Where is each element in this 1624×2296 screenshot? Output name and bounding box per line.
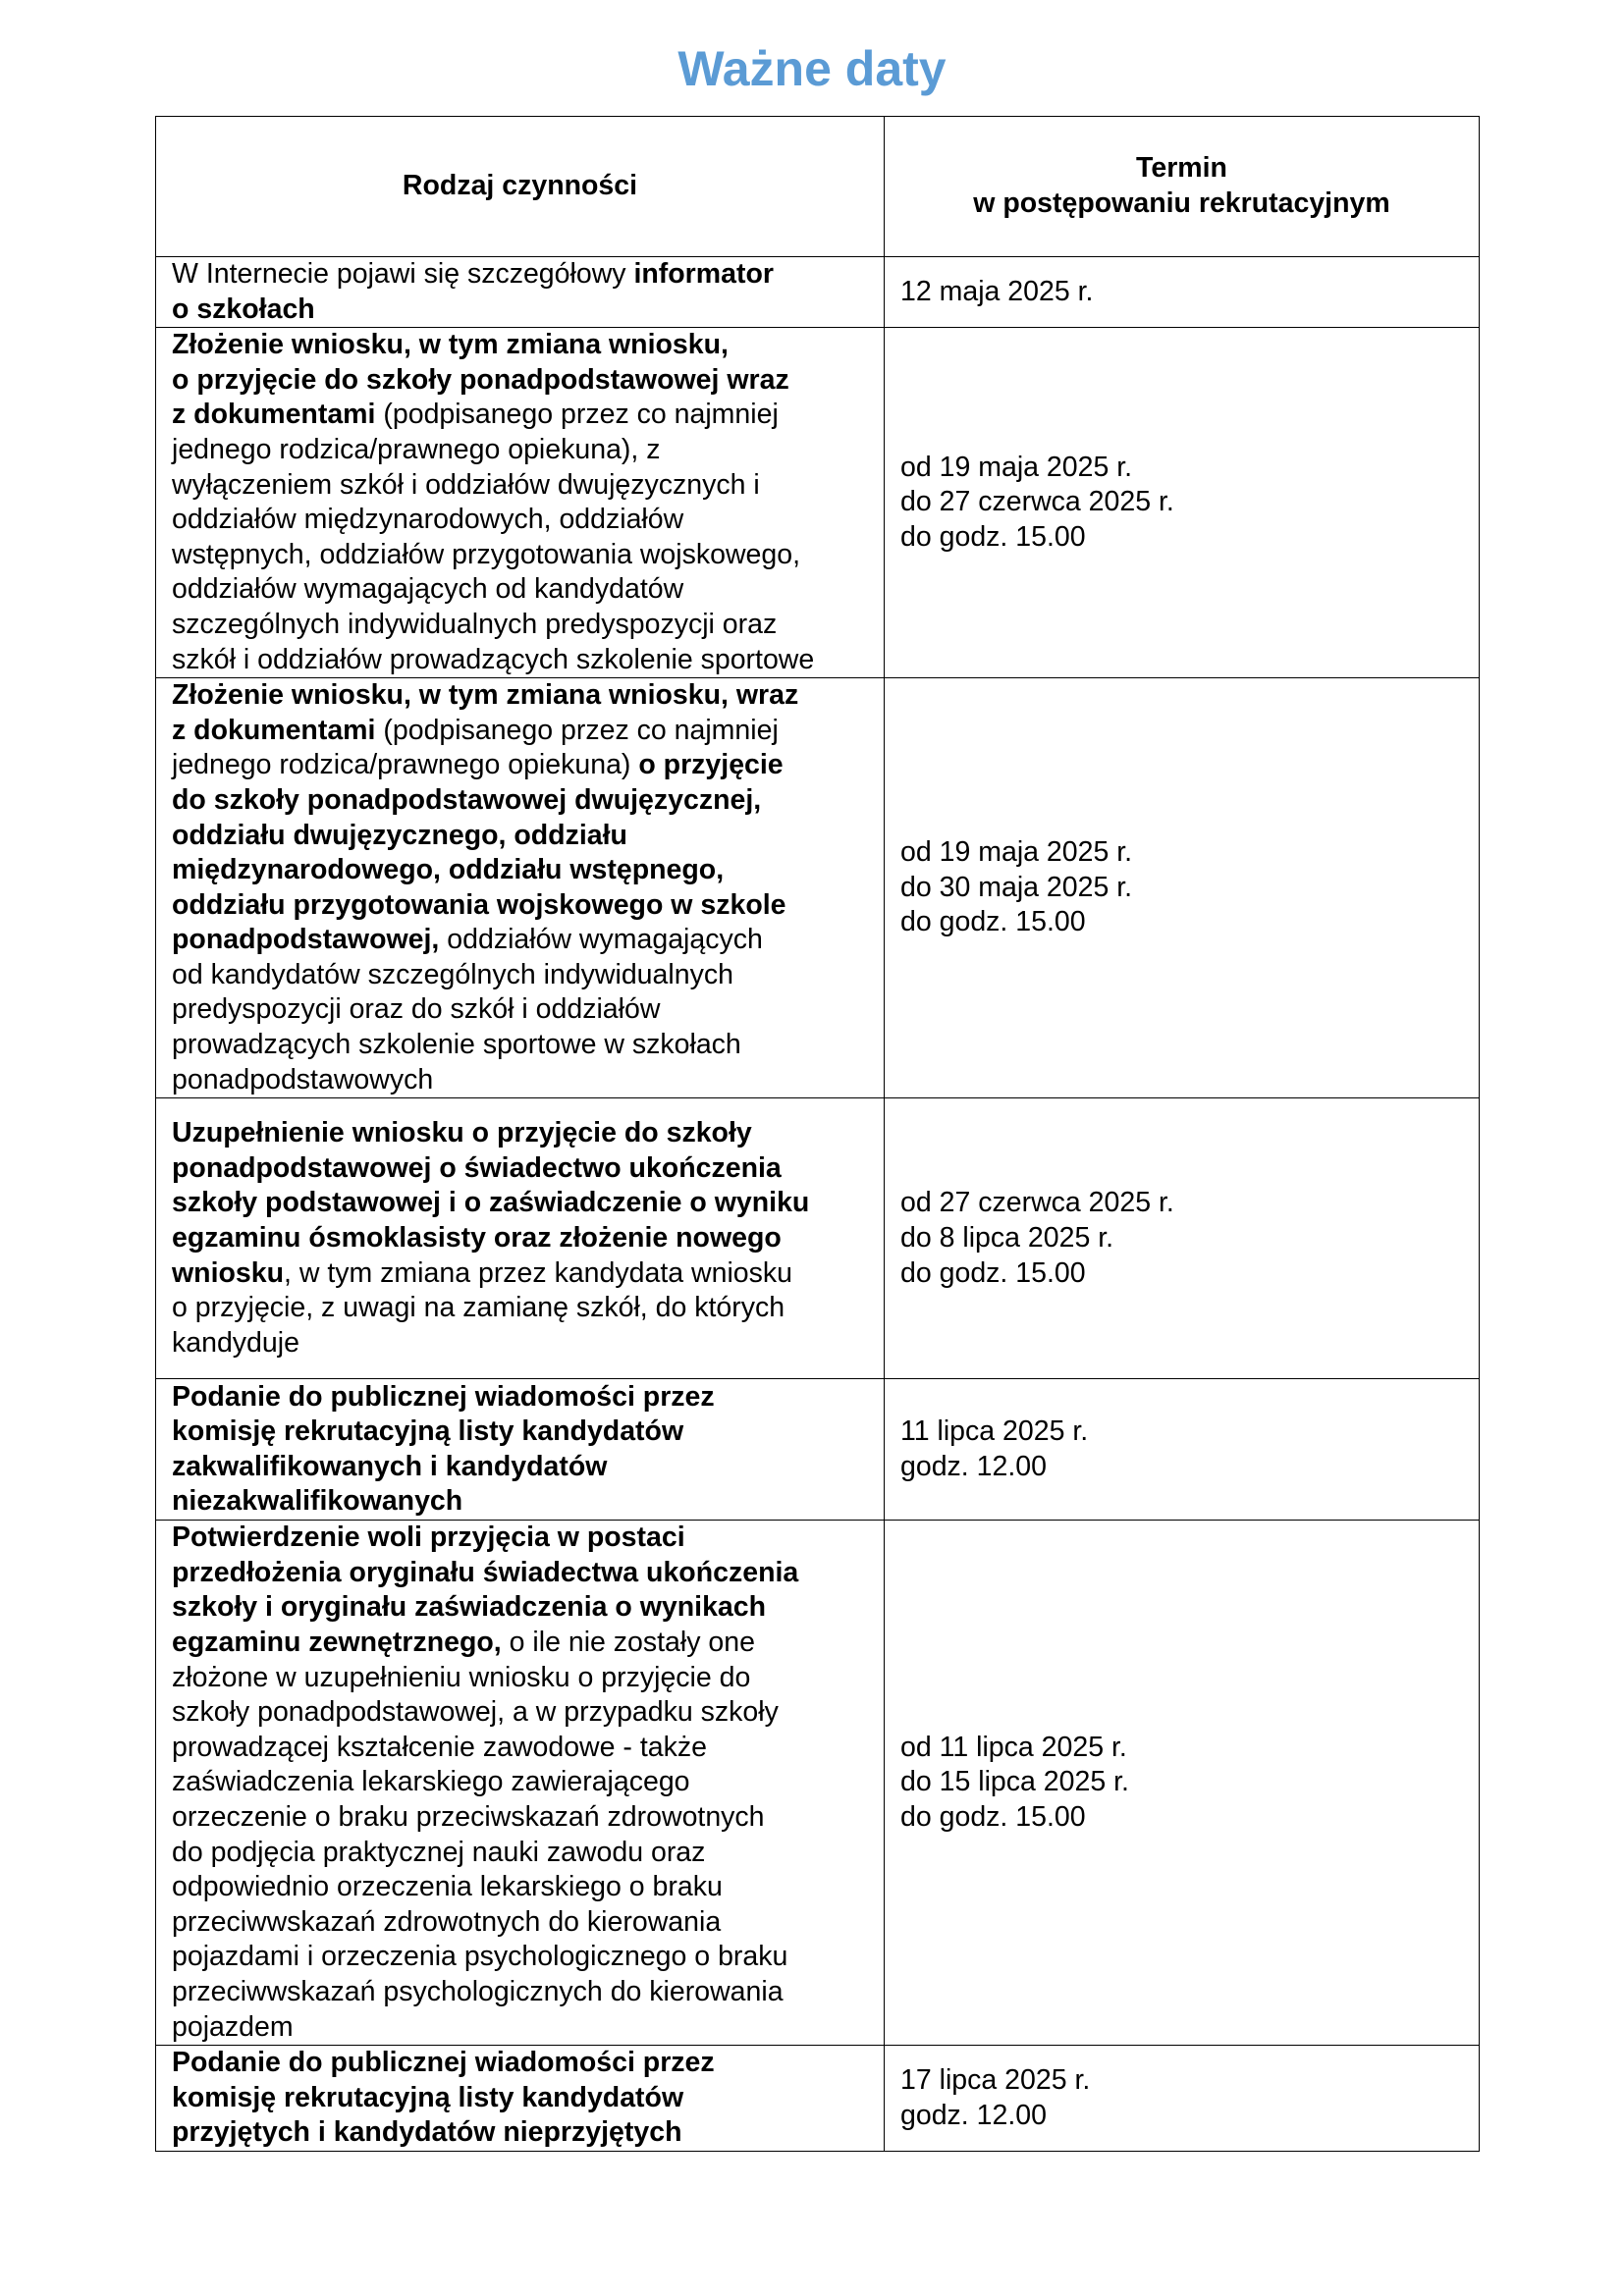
activity-cell xyxy=(156,257,885,328)
activity-cell xyxy=(156,2046,885,2152)
activity-text: (podpisanego przez co najmniej jednego rodzica/prawnego opiekuna), z wyłączeniem szkół i oddziałów dwujęzycznych i oddziałów międzynarodowych, oddziałów wstępnych, oddziałów przygotowania wojskowego, oddziałów wymagających od kandydatów szczególnych indywidualnych predyspozycji oraz szkół i oddziałów prowadzących szkolenie sportowe xyxy=(172,399,815,675)
activity-cell xyxy=(156,328,885,678)
table-row xyxy=(156,328,1480,678)
activity-cell xyxy=(156,1379,885,1521)
activity-text-bold: Podanie do publicznej wiadomości przez komisję rekrutacyjną listy kandydatów zakwalifikowanych i kandydatów niezakwalifikowanych xyxy=(172,1380,715,1518)
activity-text-bold: Uzupełnienie wniosku o przyjęcie do szkoły ponadpodstawowej o świadectwo ukończenia szkoły podstawowej i o zaświadczenie o wyniku egzaminu ósmoklasisty oraz złożenie nowego wniosku xyxy=(172,1117,810,1289)
term-cell: 11 lipca 2025 r. godz. 12.00 xyxy=(885,1379,1480,1521)
table-row xyxy=(156,1098,1480,1379)
activity-text: oddziałów wymagających od kandydatów szczególnych indywidualnych predyspozycji oraz do szkół i oddziałów prowadzących szkolenie sportowe w szkołach ponadpodstawowych xyxy=(172,924,763,1095)
activity-text-bold: o przyjęcie do szkoły ponadpodstawowej dwujęzycznej, oddziału dwujęzycznego, oddziału międzynarodowego, oddziału wstępnego, oddziału przygotowania wojskowego w szkole ponadpodstawowej, xyxy=(172,749,786,956)
activity-text-bold: informator o szkołach xyxy=(172,258,774,325)
term-cell: od 19 maja 2025 r. do 30 maja 2025 r. do godz. 15.00 xyxy=(885,678,1480,1098)
table-row xyxy=(156,1521,1480,2046)
page-title: Ważne daty xyxy=(677,41,947,96)
activity-cell xyxy=(156,1521,885,2046)
table-row xyxy=(156,2046,1480,2152)
term-cell: od 19 maja 2025 r. do 27 czerwca 2025 r. do godz. 15.00 xyxy=(885,328,1480,678)
term-cell: od 11 lipca 2025 r. do 15 lipca 2025 r. do godz. 15.00 xyxy=(885,1521,1480,2046)
table-row xyxy=(156,678,1480,1098)
important-dates-table xyxy=(155,116,1480,2152)
term-cell: 12 maja 2025 r. xyxy=(885,257,1480,328)
activity-text-bold: Złożenie wniosku, w tym zmiana wniosku, wraz z dokumentami xyxy=(172,679,799,746)
activity-cell xyxy=(156,1098,885,1379)
term-cell: 17 lipca 2025 r. godz. 12.00 xyxy=(885,2046,1480,2152)
table-row xyxy=(156,257,1480,328)
column-header-activity: Rodzaj czynności xyxy=(156,117,885,257)
activity-text-bold: Podanie do publicznej wiadomości przez komisję rekrutacyjną listy kandydatów przyjętych i kandydatów nieprzyjętych xyxy=(172,2047,715,2149)
activity-text: o ile nie zostały one złożone w uzupełnieniu wniosku o przyjęcie do szkoły ponadpodstawowej, a w przypadku szkoły prowadzącej kształcenie zawodowe - także zaświadczenia lekarskiego zawierającego orzeczenie o braku przeciwskazań zdrowotnych do podjęcia praktycznej nauki zawodu oraz odpowiednio orzeczenia lekarskiego o braku przeciwwskazań zdrowotnych do kierowania pojazdami i orzeczenia psychologicznego o braku przeciwwskazań psychologicznych do kierowania pojazdem xyxy=(172,1627,788,2043)
column-header-term: Termin w postępowaniu rekrutacyjnym xyxy=(885,117,1480,257)
activity-cell xyxy=(156,678,885,1098)
activity-text-bold: Złożenie wniosku, w tym zmiana wniosku, o przyjęcie do szkoły ponadpodstawowej wraz z dokumentami xyxy=(172,329,789,431)
activity-text: (podpisanego przez co najmniej jednego rodzica/prawnego opiekuna) xyxy=(172,714,779,781)
term-cell: od 27 czerwca 2025 r. do 8 lipca 2025 r. do godz. 15.00 xyxy=(885,1098,1480,1379)
table-header-row xyxy=(156,117,1480,257)
table-row xyxy=(156,1379,1480,1521)
activity-text: W Internecie pojawi się szczegółowy xyxy=(172,258,634,290)
activity-text-bold: Potwierdzenie woli przyjęcia w postaci przedłożenia oryginału świadectwa ukończenia szkoły i oryginału zaświadczenia o wynikach egzaminu zewnętrznego, xyxy=(172,1522,799,1659)
activity-text: , w tym zmiana przez kandydata wniosku o przyjęcie, z uwagi na zamianę szkół, do których kandyduje xyxy=(172,1256,792,1359)
